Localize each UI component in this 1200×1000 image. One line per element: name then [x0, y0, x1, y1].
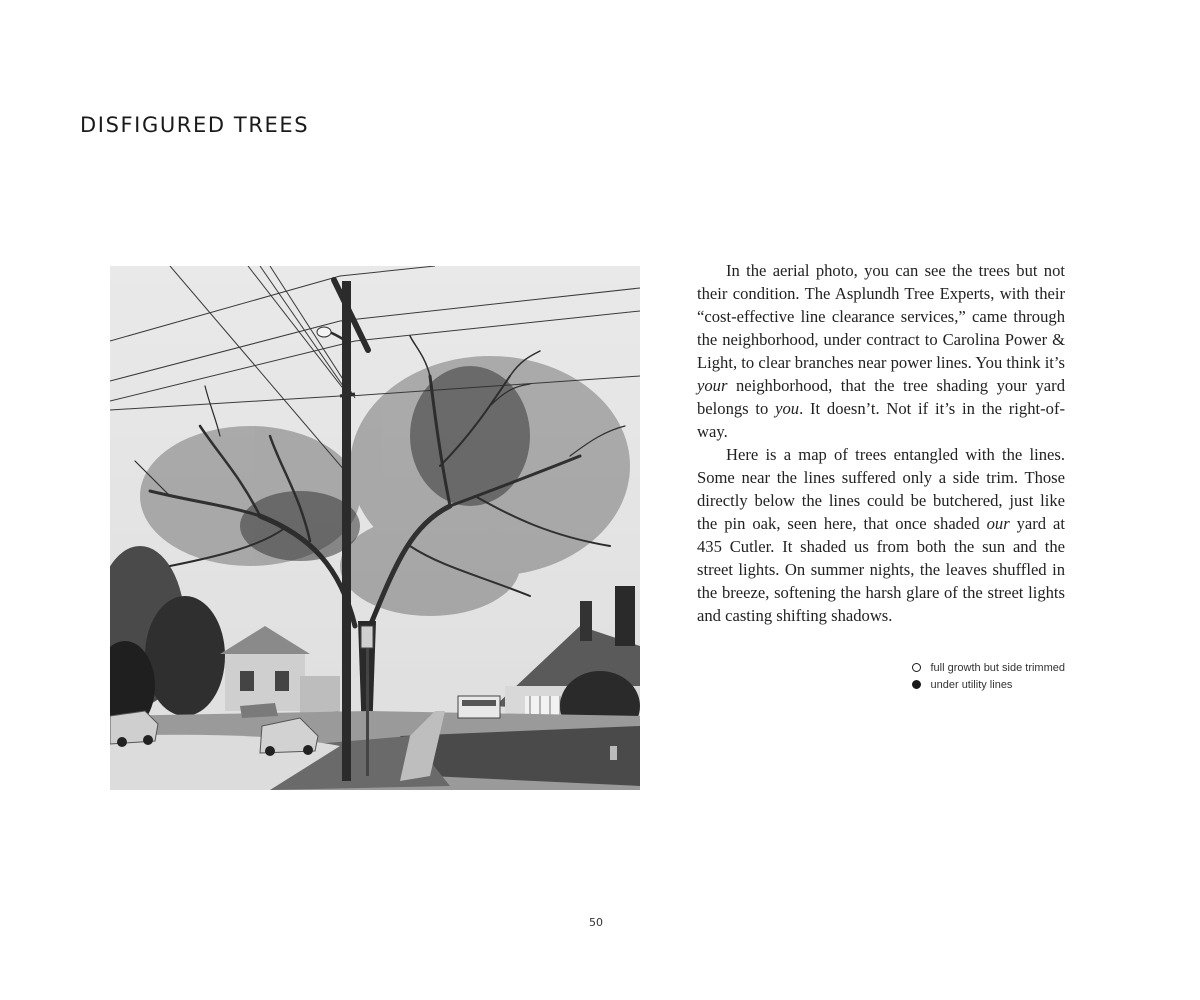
filled-circle-icon: [912, 680, 921, 689]
paragraph-1: In the aerial photo, you can see the trees but not their condition. The Asplundh Tree Experts, with their “cost-effective line clearance services,” came through the neighborhood, under contract to Carolina Power & Light, to clear branches near power lines. You think it’s your neighborhood, that the tree shading your yard belongs to you. It doesn’t. Not if it’s in the right-of-way.: [697, 261, 1065, 441]
emphasis: your: [697, 376, 728, 395]
legend-item-under-lines: [912, 676, 1066, 693]
legend-label: under utility lines: [930, 678, 1013, 691]
hollow-circle-icon: [912, 663, 921, 672]
legend-label: full growth but side trimmed: [930, 661, 1065, 674]
paragraph-2: Here is a map of trees entangled with the lines. Some near the lines suffered only a side trim. Those directly below the lines could be butchered, just like the pin oak, seen here, that once shaded our yard at 435 Cutler. It shaded us from both the sun and the street lights. On summer nights, the leaves shuffled in the breeze, softening the harsh glare of the street lights and casting shifting shadows.: [697, 445, 1065, 625]
body-text: [697, 259, 1065, 627]
pin-oak-photo: [110, 266, 640, 790]
page-number: 50: [589, 916, 603, 929]
emphasis: you: [775, 399, 800, 418]
legend-item-side-trimmed: [912, 659, 1066, 676]
page-title: DISFIGURED TREES: [80, 113, 310, 137]
emphasis: our: [986, 514, 1010, 533]
map-legend: [912, 659, 1066, 693]
